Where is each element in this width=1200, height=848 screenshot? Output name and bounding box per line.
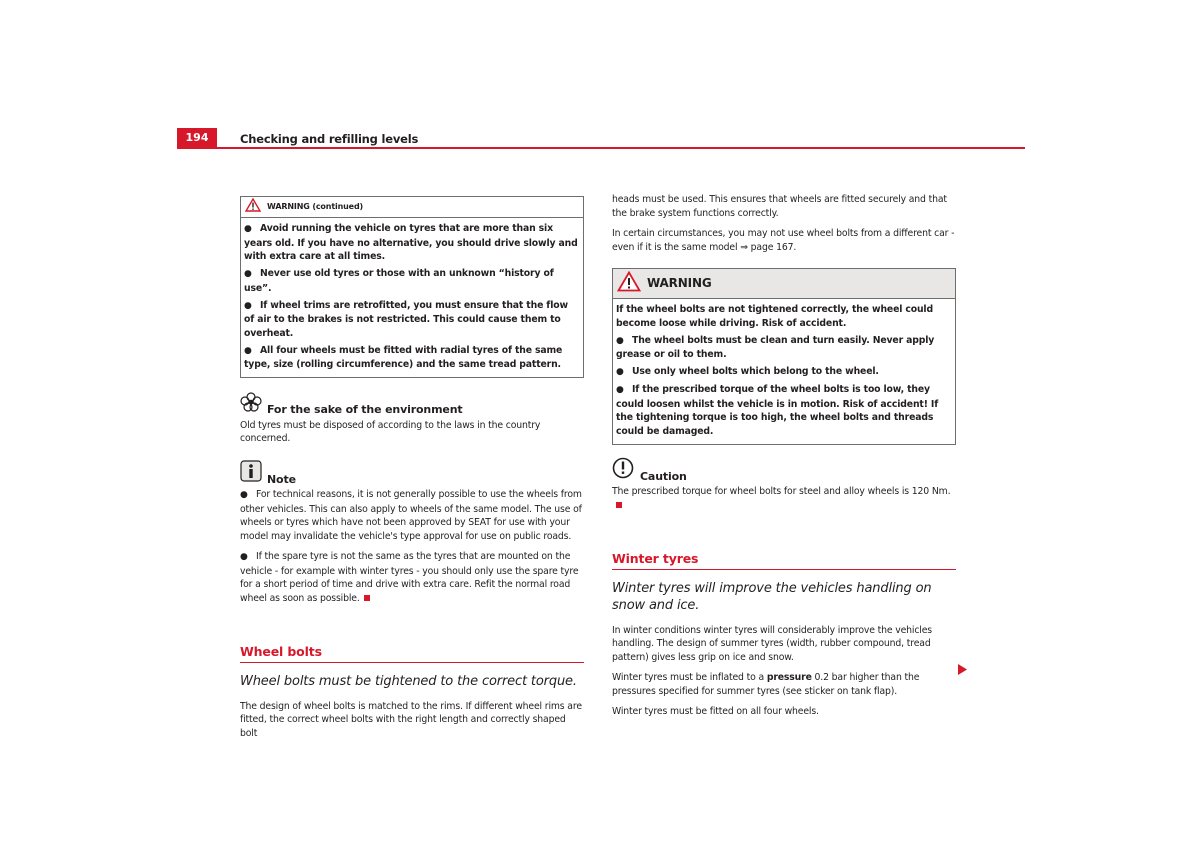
list-item: ● If the prescribed torque of the wheel bolts is too low, they could loosen whilst the vehicle is in motion. Risk of accident! If the tightening torque is too high, the wheel bolts and threads could be damaged. [616, 384, 939, 437]
list-item: ● Use only wheel bolts which belong to the wheel. [616, 365, 952, 380]
environment-text: Old tyres must be disposed of according to the laws in the country concerned. [240, 419, 541, 444]
page-number: 194 [177, 128, 217, 148]
bullet-icon: ● [240, 490, 248, 500]
warning-continued-box [240, 196, 584, 378]
list-item: ● Avoid running the vehicle on tyres that are more than six years old. If you have no alternative, you should drive slowly and with extra care at all times. [244, 223, 578, 262]
wheel-bolts-section [240, 645, 584, 740]
environment-section [240, 392, 584, 446]
winter-tyres-title: Winter tyres [612, 552, 956, 570]
caution-section [612, 457, 956, 513]
list-item: ● If the spare tyre is not the same as the tyres that are mounted on the vehicle - for example with winter tyres - you should only use the spare tyre for a short period of time and drive with extra care. Refit the normal road wheel as soon as possible. [240, 551, 579, 604]
wheel-bolts-subtitle: Wheel bolts must be tightened to the correct torque. [240, 673, 577, 689]
chapter-title: Checking and refilling levels [240, 132, 419, 146]
wheel-bolts-text: The design of wheel bolts is matched to the rims. If different wheel rims are fitted, the correct wheel bolts with the right length and correctly shaped bolt [240, 700, 582, 739]
note-section [240, 460, 584, 606]
bullet-icon: ● [616, 367, 624, 377]
bullet-icon: ● [244, 224, 252, 234]
warning-continued-label: WARNING (continued) [267, 202, 364, 212]
caution-label: Caution [640, 469, 687, 483]
info-icon [240, 460, 262, 487]
next-page-arrow-icon[interactable] [958, 660, 967, 679]
winter-para-2: Winter tyres must be inflated to a pressure 0.2 bar higher than the pressures specified for summer tyres (see sticker on tank flap). [612, 672, 920, 697]
flower-icon [240, 392, 262, 417]
caution-icon [612, 457, 634, 484]
warning-header [613, 269, 955, 299]
list-item: ● Never use old tyres or those with an unknown “history of use”. [244, 268, 554, 294]
winter-para-3: Winter tyres must be fitted on all four wheels. [612, 706, 819, 717]
header-rule [177, 147, 1025, 149]
warning-intro: If the wheel bolts are not tightened correctly, the wheel could become loose while driving. Risk of accident. [616, 304, 933, 329]
end-mark-icon [616, 502, 622, 508]
bullet-icon: ● [240, 552, 248, 562]
left-column [240, 196, 584, 747]
winter-para-1: In winter conditions winter tyres will considerably improve the vehicles handling. The design of summer tyres (width, rubber compound, tread pattern) gives less grip on ice and snow. [612, 624, 932, 663]
bullet-icon: ● [244, 345, 252, 356]
bullet-icon: ● [616, 335, 624, 346]
bullet-icon: ● [244, 300, 252, 311]
list-item: ● For technical reasons, it is not generally possible to use the wheels from other vehicles. This can also apply to wheels of the same model. The use of wheels or tyres which have not been approved by SEAT for use with your model may invalidate the vehicle's type approval for use on public roads. [240, 489, 582, 542]
warning-label: WARNING [647, 275, 712, 290]
list-item: ● If wheel trims are retrofitted, you must ensure that the flow of air to the brakes is not restricted. This could cause them to overheat. [244, 299, 568, 339]
warning-continued-body [241, 218, 583, 377]
warning-continued-header [241, 197, 583, 218]
bullet-icon: ● [616, 385, 624, 395]
environment-label: For the sake of the environment [267, 403, 463, 416]
list-item: ● The wheel bolts must be clean and turn easily. Never apply grease or oil to them. [616, 334, 935, 360]
warning-triangle-icon [617, 271, 641, 296]
continued-text: heads must be used. This ensures that wheels are fitted securely and that the brake system functions correctly. [612, 194, 947, 219]
circumstances-text: In certain circumstances, you may not use wheel bolts from a different car - even if it is the same model ⇒ page 167. [612, 228, 955, 253]
list-item: ● All four wheels must be fitted with radial tyres of the same type, size (rolling circumference) and the same tread pattern. [244, 344, 563, 370]
warning-box [612, 268, 956, 445]
end-mark-icon [364, 595, 370, 601]
wheel-bolts-title: Wheel bolts [240, 645, 584, 663]
note-label: Note [267, 472, 296, 486]
winter-tyres-section [612, 552, 956, 719]
warning-triangle-icon [245, 198, 261, 217]
warning-body [613, 299, 955, 444]
caution-text: The prescribed torque for wheel bolts for steel and alloy wheels is 120 Nm. [612, 485, 956, 512]
bullet-icon: ● [244, 269, 252, 279]
right-column [612, 193, 956, 726]
winter-tyres-subtitle: Winter tyres will improve the vehicles handling on snow and ice. [612, 580, 932, 613]
